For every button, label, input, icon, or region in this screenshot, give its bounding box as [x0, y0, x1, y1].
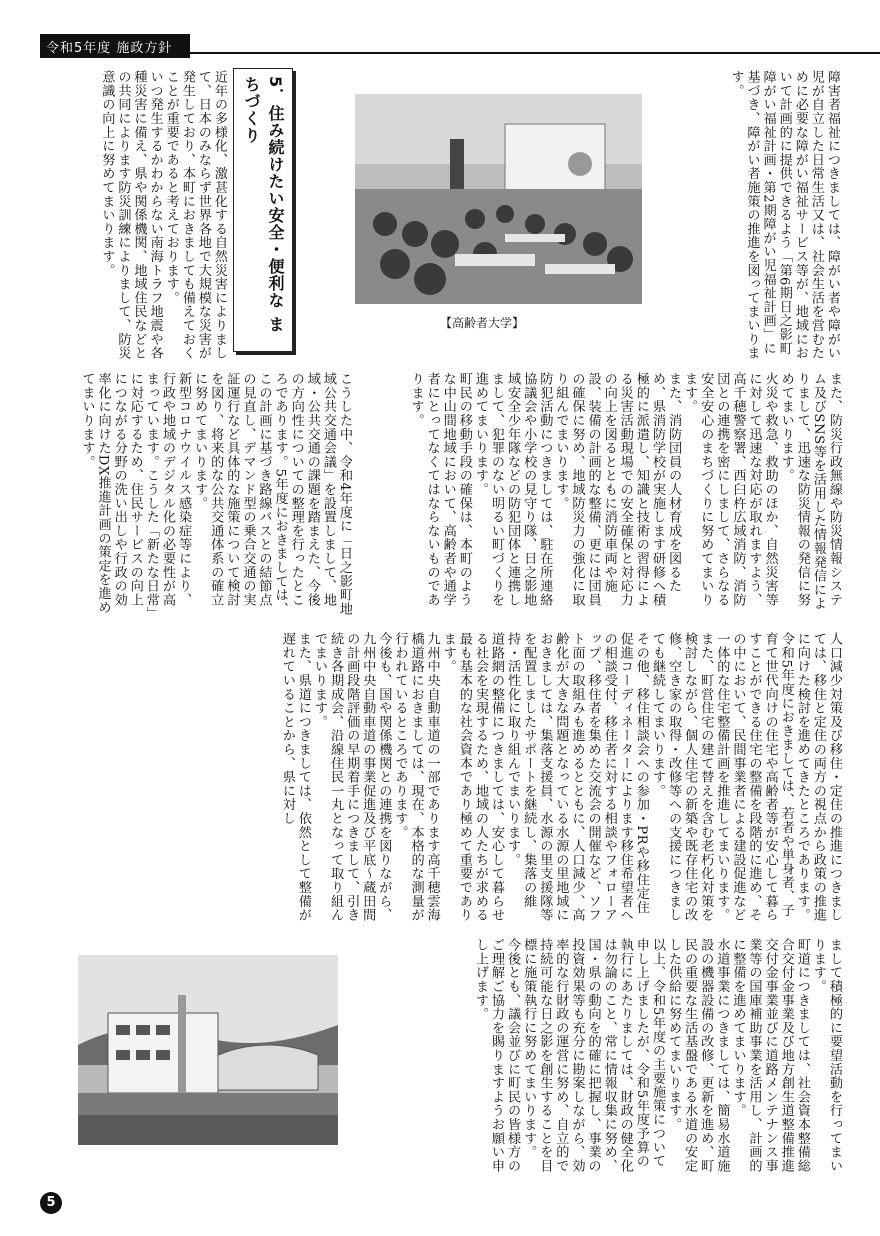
page-number: 5 — [40, 1192, 62, 1214]
section-heading: 5．住み続けたい安全・便利な まちづくり — [242, 76, 285, 333]
header-title: 令和5年度 施政方針 — [46, 41, 173, 56]
settlement-road-paragraph: 人口減少対策及び移住・定住の推進につきましては、移住と定住の両方の視点から政策の推進に向けた検討を進めてきたところであります。 令和5年度におきましては、若者や単身者、子育て世代向けの住宅や高齢者等が安心して暮らすことができる住宅の整備を段階的に進め、その中において、民間事業者による建設促進など一体的な住宅整備計画を推進してまいります。 また、町営住宅の建て替えを含む老朽化対策を検討しながら、個人住宅の新築や既存住宅の改修、空き家の取得・改修等への支援につきましても継続してまいります。 その他、移住相談会への参加・PRや移住定住促進コーディネーターによります移住希望者への相談受付、移住者に対する相談やフォローアップ、移住者を集めた交流会の開催など、ソフト面の取組みも進めるとともに、人口減少、高齢化が大きな問題となっている水源の里地域におきましては、集落支援員、水源の里支援隊等を配置しましたサポートを継続し、集落の維持・活性化に取り組んでまいります。 道路網の整備につきましては、安心して暮らせる社会を実現するため、地域の人たちが求める最も基本的な社会資本であり極めて重要であります。 九州中央自動車道の一部であります高千穂雲海橋道路におきましては、現在、本格的な測量が行われているところであります。 今後も、国や関係機関との連携を図りながら、九州中央自動車道の事業促進及び平底～蔵田間の計画段階評価の早期着手につきまして、引き続き各期成会、沿線住民一丸となって取り組んでまいります。 また、県道につきましては、依然として整備が遅れていることから、県に対し — [279, 632, 842, 922]
elderly-college-photo — [355, 94, 642, 304]
building-photo — [78, 955, 338, 1145]
welfare-paragraph: 障害者福祉につきましては、障がい者や障がい児が自立した日常生活又は、社会生活を営むために必要な障がい福祉サービス等が、地域において計画的に提供できるよう「第6期日之影町障がい福祉計画・第2期障がい児福祉計画」に基づき、障がい者施策の推進を図ってまいります。 — [728, 70, 840, 360]
public-transport-paragraph: こうした中、令和4年度に「日之影町地域公共交通会議」を設置しまして、地域・公共交通の課題を踏まえた、今後の方向性についての整理を行ったところであります。5年度におきましては、この計画に基づき路線バスとの結節点の見直し、デマンド型の乗合交通の実証運行など具体的な施策について検討を図り、将来的な公共交通体系の確立に努めてまいります。 新型コロナウイルス感染症等により、行政や地域のデジタル化の必要性が高まっています。こうした「新たな日常」に対応するため、住民サービスの向上につながる分野の洗い出しや行政の効率化に向けたDX推進計画の策定を進めてまいります。 — [79, 372, 352, 616]
disaster-paragraph: 近年の多様化、激甚化する自然災害によりまして、日本のみならず世界各地で大規模な災害が発生しており、本町におきましても備えておくことが重要であると考えております。 いつ発生するかわからない南海トラフ地震や各種災害に備え、県や関係機関、地域住民などとの共同によります防災訓練によりまして、防災意識の向上に努めてまいります。 — [99, 70, 227, 360]
header-rule — [190, 52, 880, 54]
photo-caption: 【高齢者大学】 — [440, 316, 525, 330]
closing-paragraph: まして積極的に要望活動を行ってまいります。 町道につきましては、社会資本整備総合交付金事業及び地方創生道整備推進交付金事業並びに道路メンテナンス事業等の国庫補助事業を活用し、計画的に整備を進めてまいります。 水道事業につきましては、簡易水道施設の機器設備の改修、更新を進め、町民の重要な生活基盤である水道の安定した供給に努めてまいります。 以上、令和5年度の主要施策について申し上げましたが、令和5年度予算の執行にあたりましては、財政の健全化は勿論のこと、常に情報収集に努め、国・県の動向を的確に把握し、事業の投資効果等も充分に勘案しながら、効率的な行財政の運営に努め、自立的で持続可能な日之影を創生することを目標に施策執行に努めてまいります。 今後とも、議会並びに町民の皆様方のご理解ご協力を賜りますようお願い申し上げます。 — [472, 938, 842, 1173]
disaster-prevention-paragraph: また、防災行政無線や防災情報システム及びSNS等を活用した情報発信によりまして、迅速な防災情報の発信に努めてまいります。 火災や救急、救助のほか、自然災害等に対して迅速な対応が取れますよう、高千穂警察署、西臼杵広域消防、消防団との連携を密にしまして、さらなる安全安心のまちづくりに努めてまいります。 また、消防団員の人材育成を図るため、県消防学校が実施します研修へ積極的に派遣し、知識と技術の習得による災害活動現場での安全確保と対応力の向上を図るとともに消防車両や施設、装備の計画的な整備、更には団員の確保に努め、地域防災力の強化に取り組んでまいります。 防犯活動につきましては、駐在所連絡協議会や小学校の見守り隊、日之影地域安全少年隊などの防犯団体と連携しまして、犯罪のない明るい町づくりを進めてまいります。 町民の移動手段の確保は、本町のような中山間地域において、高齢者や通学者にとってなくてはならないものであります。 — [408, 372, 842, 611]
